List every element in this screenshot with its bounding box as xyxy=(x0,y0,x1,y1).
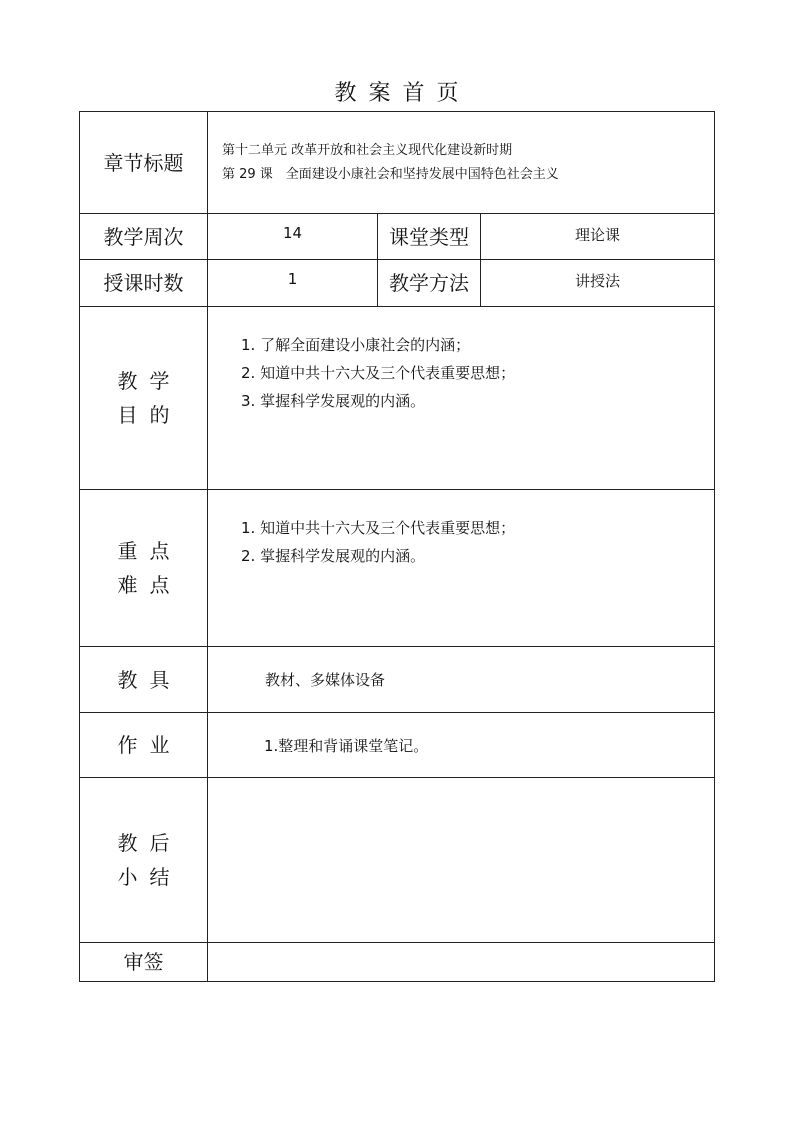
review-content xyxy=(208,943,715,982)
week-label: 教学周次 xyxy=(80,214,208,260)
chapter-label: 章节标题 xyxy=(80,112,208,214)
key-points-label-line1: 重点 xyxy=(117,539,182,563)
class-type-value: 理论课 xyxy=(481,214,715,260)
class-type-label: 课堂类型 xyxy=(378,214,481,260)
key-points-row xyxy=(80,490,715,647)
tools-value: 教材、多媒体设备 xyxy=(208,647,715,713)
page-title: 教案首页 xyxy=(334,81,471,106)
method-value: 讲授法 xyxy=(481,260,715,307)
goals-label-line2: 目的 xyxy=(117,403,182,427)
summary-label-line2: 小结 xyxy=(117,865,182,889)
goal-item: 2. 知道中共十六大及三个代表重要思想； xyxy=(241,364,516,382)
goal-item: 3. 掌握科学发展观的内涵。 xyxy=(241,392,426,410)
key-points-label-line2: 难点 xyxy=(117,573,182,597)
goals-list xyxy=(208,307,715,490)
hours-value: 1 xyxy=(208,260,378,307)
homework-value: 1.整理和背诵课堂笔记。 xyxy=(208,713,715,778)
key-point-item: 1. 知道中共十六大及三个代表重要思想； xyxy=(241,519,516,537)
goals-label xyxy=(80,307,208,490)
hours-row xyxy=(80,260,715,307)
tools-row xyxy=(80,647,715,713)
key-points-label xyxy=(80,490,208,647)
review-row xyxy=(80,943,715,982)
summary-content xyxy=(208,778,715,943)
unit-title: 第十二单元 改革开放和社会主义现代化建设新时期 xyxy=(222,142,513,158)
review-label: 审签 xyxy=(80,943,208,982)
key-points-list xyxy=(208,490,715,647)
goal-item: 1. 了解全面建设小康社会的内涵； xyxy=(241,336,471,354)
goals-label-line1: 教学 xyxy=(117,369,182,393)
method-label: 教学方法 xyxy=(378,260,481,307)
summary-label-line1: 教后 xyxy=(117,831,182,855)
chapter-content xyxy=(208,112,715,214)
week-value: 14 xyxy=(208,214,378,260)
goals-row xyxy=(80,307,715,490)
homework-row xyxy=(80,713,715,778)
summary-label xyxy=(80,778,208,943)
summary-row xyxy=(80,778,715,943)
chapter-row xyxy=(80,112,715,214)
lesson-plan-table xyxy=(79,111,715,982)
week-row xyxy=(80,214,715,260)
lesson-title: 第 29 课 全面建设小康社会和坚持发展中国特色社会主义 xyxy=(222,166,559,182)
hours-label: 授课时数 xyxy=(80,260,208,307)
homework-label: 作业 xyxy=(80,713,208,778)
key-point-item: 2. 掌握科学发展观的内涵。 xyxy=(241,547,426,565)
tools-label: 教具 xyxy=(80,647,208,713)
